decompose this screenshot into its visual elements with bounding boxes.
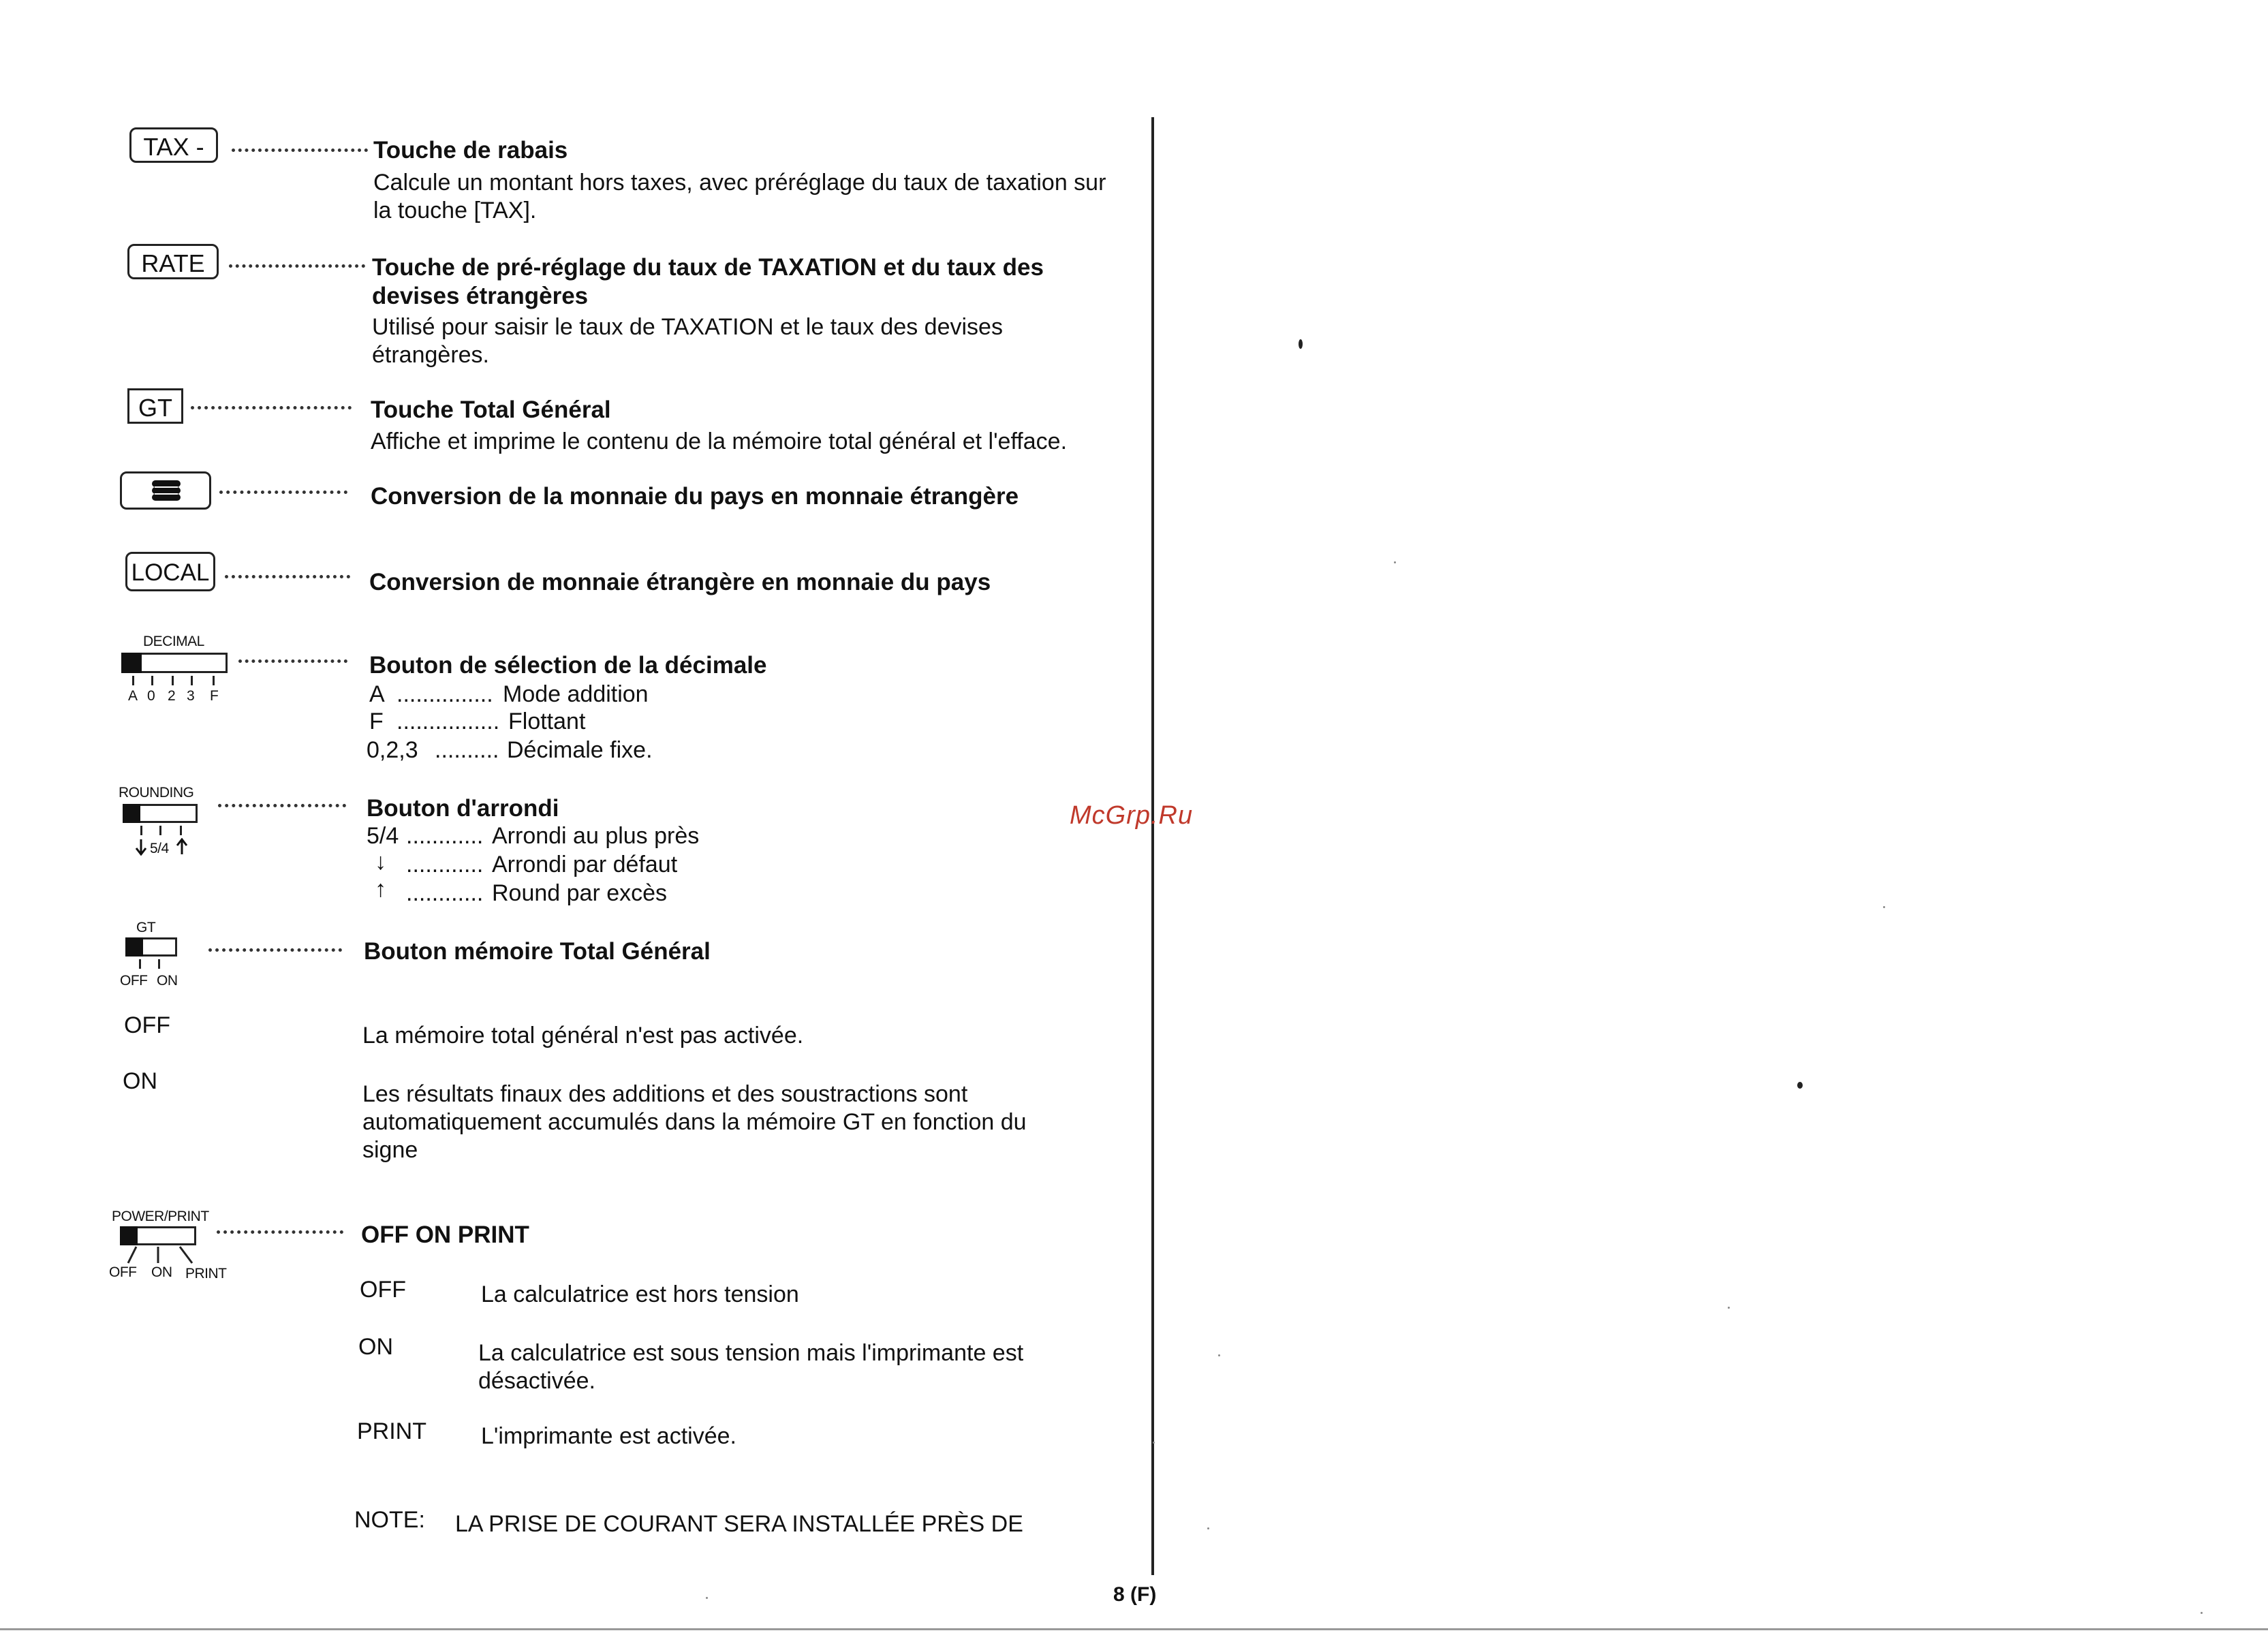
- gt-switch-knob: [125, 937, 143, 957]
- currency-key: [120, 471, 211, 510]
- tick-mark: [158, 959, 160, 969]
- gt-title: Touche Total Général: [371, 396, 611, 423]
- decimal-option-dots: ...............: [397, 681, 493, 707]
- rounding-option-value: Arrondi par défaut: [492, 852, 678, 877]
- scan-speck: [2201, 1612, 2203, 1614]
- decimal-option-value: Décimale fixe.: [507, 737, 653, 763]
- leader-dots: [208, 948, 342, 952]
- currency-title: Conversion de la monnaie du pays en monnaie étrangère: [371, 483, 1019, 510]
- gt-key: GT: [127, 388, 183, 424]
- power-switch-label: POWER/PRINT: [112, 1209, 209, 1224]
- tax-minus-key: TAX -: [129, 127, 218, 163]
- local-key: LOCAL: [125, 552, 215, 591]
- leader-dots: [218, 804, 346, 807]
- rate-title: Touche de pré-réglage du taux de TAXATION et du taux des devises étrangères: [372, 254, 1044, 309]
- tick-label: ON: [151, 1264, 172, 1280]
- tick-mark: [132, 676, 134, 685]
- tick-label: 2: [168, 688, 176, 704]
- leader-dots: [238, 659, 347, 663]
- gt-off-desc: La mémoire total général n'est pas activée.: [362, 1023, 804, 1048]
- rounding-switch-knob: [123, 804, 140, 823]
- page-bottom-edge: [0, 1628, 2268, 1630]
- leader-dots: [217, 1230, 343, 1234]
- decimal-option-dots: ..........: [435, 737, 499, 763]
- local-title: Conversion de monnaie étrangère en monnaie du pays: [369, 569, 991, 595]
- scan-speck: [706, 1597, 708, 1599]
- leader-dots: [219, 491, 347, 494]
- decimal-option-value: Mode addition: [503, 681, 649, 707]
- page-number: 8 (F): [1113, 1583, 1157, 1606]
- tax-minus-title: Touche de rabais: [373, 137, 568, 164]
- tick-mark: [213, 676, 215, 685]
- rounding-option-dots: ............: [406, 823, 484, 849]
- arrow-down-icon: [135, 838, 147, 856]
- tick-label: PRINT: [185, 1266, 227, 1281]
- rounding-option-dots: ............: [406, 880, 484, 906]
- tick-label: F: [210, 688, 219, 704]
- decimal-switch-knob: [121, 653, 142, 673]
- decimal-option-key: A: [369, 681, 385, 707]
- rounding-option-dots: ............: [406, 852, 484, 877]
- tick-mark: [139, 959, 141, 969]
- tick-mark: [180, 826, 182, 835]
- leader-dots: [229, 264, 365, 268]
- decimal-option-key: F: [369, 709, 384, 734]
- note-text: LA PRISE DE COURANT SERA INSTALLÉE PRÈS DE: [455, 1511, 1023, 1537]
- rounding-title: Bouton d'arrondi: [367, 795, 559, 822]
- power-switch-knob: [120, 1226, 138, 1245]
- power-row-label: PRINT: [357, 1418, 426, 1444]
- leader-dots: [191, 406, 352, 409]
- leader-dots: [225, 575, 350, 578]
- tick-label: 0: [147, 688, 155, 704]
- scan-speck: [1153, 1442, 1155, 1444]
- scan-speck: [1299, 339, 1303, 349]
- rate-desc: Utilisé pour saisir le taux de TAXATION et le taux des devises étrangères.: [372, 314, 1003, 368]
- scan-speck: [1394, 561, 1396, 563]
- decimal-option-key: 0,2,3: [367, 737, 418, 763]
- gt-on-label: ON: [123, 1068, 157, 1094]
- tick-label: 5/4: [150, 841, 169, 856]
- arrow-up-icon: [176, 838, 188, 856]
- tick-label: ON: [157, 973, 178, 989]
- scan-speck: [1218, 1354, 1220, 1356]
- column-divider: [1151, 117, 1154, 1575]
- gt-off-label: OFF: [124, 1012, 170, 1038]
- gt-desc: Affiche et imprime le contenu de la mémoire total général et l'efface.: [371, 429, 1068, 454]
- watermark: McGrp.Ru: [1070, 801, 1194, 830]
- tick-mark: [191, 676, 193, 685]
- power-title: OFF ON PRINT: [361, 1222, 529, 1248]
- tick-mark: [172, 676, 174, 685]
- rounding-option-key: ↑: [375, 876, 386, 902]
- tick-label: OFF: [109, 1264, 137, 1280]
- tick-label: 3: [187, 688, 195, 704]
- decimal-switch-label: DECIMAL: [143, 634, 204, 649]
- gt-switch-label: GT: [136, 920, 156, 935]
- switch-positions-icon: [121, 1245, 203, 1266]
- power-row-desc: L'imprimante est activée.: [481, 1423, 736, 1449]
- power-row-desc: La calculatrice est hors tension: [481, 1281, 799, 1307]
- rate-key: RATE: [127, 244, 219, 279]
- scan-speck: [1883, 906, 1885, 908]
- gt-switch-title: Bouton mémoire Total Général: [364, 938, 711, 965]
- power-row-label: ON: [358, 1334, 393, 1360]
- coins-icon: [149, 478, 183, 505]
- scan-speck: [1797, 1082, 1803, 1089]
- leader-dots: [232, 149, 368, 152]
- rounding-switch-label: ROUNDING: [119, 785, 194, 800]
- note-label: NOTE:: [354, 1507, 425, 1533]
- tick-mark: [151, 676, 153, 685]
- gt-on-desc: Les résultats finaux des additions et des soustractions sont automatiquement accumulés dans la mémoire GT en fonction du signe: [362, 1081, 1027, 1163]
- power-row-desc: La calculatrice est sous tension mais l'imprimante est désactivée.: [478, 1340, 1024, 1394]
- tick-label: OFF: [120, 973, 148, 989]
- rounding-option-key: ↓: [375, 849, 386, 875]
- power-row-label: OFF: [360, 1277, 406, 1303]
- decimal-option-value: Flottant: [508, 709, 586, 734]
- scan-speck: [1728, 1307, 1730, 1309]
- tick-mark: [159, 826, 161, 835]
- tax-minus-desc: Calcule un montant hors taxes, avec préréglage du taux de taxation sur la touche [TAX].: [373, 170, 1106, 223]
- rounding-option-value: Arrondi au plus près: [492, 823, 700, 849]
- decimal-option-dots: ................: [397, 709, 500, 734]
- rounding-option-key: 5/4: [367, 823, 399, 849]
- tick-label: A: [128, 688, 138, 704]
- scan-speck: [1207, 1527, 1209, 1529]
- decimal-title: Bouton de sélection de la décimale: [369, 652, 767, 679]
- tick-mark: [140, 826, 142, 835]
- rounding-option-value: Round par excès: [492, 880, 668, 906]
